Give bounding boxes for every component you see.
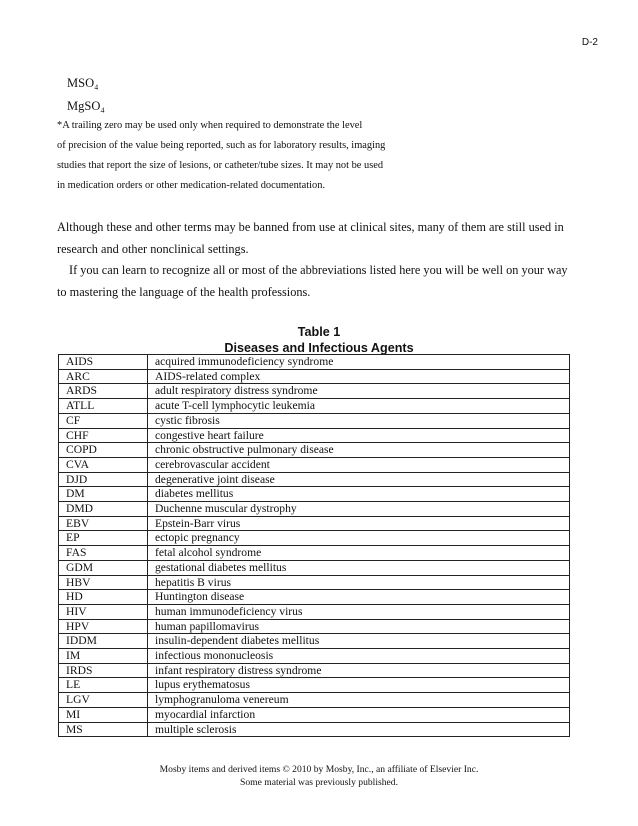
meaning-cell: hepatitis B virus: [148, 575, 570, 590]
trailing-zero-footnote: [57, 116, 527, 196]
abbreviation-cell: FAS: [59, 546, 148, 561]
table-row: [59, 443, 570, 458]
meaning-cell: adult respiratory distress syndrome: [148, 384, 570, 399]
meaning-cell: lupus erythematosus: [148, 678, 570, 693]
formula-mso4: MSO₄: [67, 76, 99, 90]
meaning-cell: congestive heart failure: [148, 428, 570, 443]
table-row: [59, 369, 570, 384]
abbreviation-cell: COPD: [59, 443, 148, 458]
meaning-cell: fetal alcohol syndrome: [148, 546, 570, 561]
table-row: [59, 546, 570, 561]
table-row: [59, 590, 570, 605]
abbreviation-cell: IM: [59, 649, 148, 664]
meaning-cell: cystic fibrosis: [148, 413, 570, 428]
abbreviation-cell: DM: [59, 487, 148, 502]
abbreviation-cell: MS: [59, 722, 148, 737]
table-row: [59, 693, 570, 708]
table-row: [59, 457, 570, 472]
meaning-cell: cerebrovascular accident: [148, 457, 570, 472]
meaning-cell: Duchenne muscular dystrophy: [148, 502, 570, 517]
paragraph-line: to mastering the language of the health professions.: [57, 284, 311, 299]
meaning-cell: human papillomavirus: [148, 619, 570, 634]
table-row: [59, 634, 570, 649]
table-row: [59, 619, 570, 634]
formula-mgso4: MgSO₄: [67, 99, 105, 113]
footnote-line: in medication orders or other medication-related documentation.: [57, 180, 326, 191]
meaning-cell: AIDS-related complex: [148, 369, 570, 384]
abbreviation-cell: GDM: [59, 560, 148, 575]
table-row: [59, 604, 570, 619]
table-row: [59, 707, 570, 722]
table-row: [59, 355, 570, 370]
meaning-cell: diabetes mellitus: [148, 487, 570, 502]
abbreviation-cell: EP: [59, 531, 148, 546]
meaning-cell: acquired immunodeficiency syndrome: [148, 355, 570, 370]
table-row: [59, 575, 570, 590]
meaning-cell: lymphogranuloma venereum: [148, 693, 570, 708]
abbreviation-cell: DJD: [59, 472, 148, 487]
abbreviation-cell: LGV: [59, 693, 148, 708]
page-number: D-2: [581, 37, 598, 48]
footnote-line: *A trailing zero may be used only when required to demonstrate the level: [57, 120, 363, 131]
table-row: [59, 384, 570, 399]
meaning-cell: infant respiratory distress syndrome: [148, 663, 570, 678]
footnote-line: studies that report the size of lesions, or catheter/tube sizes. It may not be used: [57, 160, 384, 171]
abbreviation-cell: DMD: [59, 502, 148, 517]
abbreviation-cell: CHF: [59, 428, 148, 443]
meaning-cell: acute T-cell lymphocytic leukemia: [148, 399, 570, 414]
table-row: [59, 413, 570, 428]
table-row: [59, 487, 570, 502]
meaning-cell: human immunodeficiency virus: [148, 604, 570, 619]
abbreviation-cell: HIV: [59, 604, 148, 619]
meaning-cell: insulin-dependent diabetes mellitus: [148, 634, 570, 649]
abbreviation-cell: AIDS: [59, 355, 148, 370]
table-row: [59, 428, 570, 443]
abbreviation-cell: HBV: [59, 575, 148, 590]
meaning-cell: infectious mononucleosis: [148, 649, 570, 664]
table-row: [59, 399, 570, 414]
meaning-cell: gestational diabetes mellitus: [148, 560, 570, 575]
abbreviation-cell: LE: [59, 678, 148, 693]
meaning-cell: ectopic pregnancy: [148, 531, 570, 546]
abbreviation-cell: CF: [59, 413, 148, 428]
table-row: [59, 649, 570, 664]
table-caption: [0, 324, 638, 356]
table-row: [59, 722, 570, 737]
meaning-cell: multiple sclerosis: [148, 722, 570, 737]
meaning-cell: chronic obstructive pulmonary disease: [148, 443, 570, 458]
abbreviation-cell: ARDS: [59, 384, 148, 399]
paragraph-line: If you can learn to recognize all or most of the abbreviations listed here you will be well on your way: [69, 263, 568, 277]
table-row: [59, 531, 570, 546]
paragraph-line: research and other nonclinical settings.: [57, 241, 249, 256]
copyright-line: Mosby items and derived items © 2010 by Mosby, Inc., an affiliate of Elsevier Inc.: [159, 764, 479, 775]
paragraph-line: Although these and other terms may be banned from use at clinical sites, many of them are still used in: [57, 220, 564, 234]
table-row: [59, 560, 570, 575]
intro-paragraph: [57, 217, 597, 260]
abbreviation-cell: IDDM: [59, 634, 148, 649]
abbreviation-cell: EBV: [59, 516, 148, 531]
table-row: [59, 502, 570, 517]
table-title: Diseases and Infectious Agents: [224, 341, 414, 355]
table-number: Table 1: [297, 325, 341, 339]
abbreviation-cell: ARC: [59, 369, 148, 384]
abbreviation-cell: MI: [59, 707, 148, 722]
abbreviations-table: [58, 354, 570, 737]
table-row: [59, 678, 570, 693]
meaning-cell: Huntington disease: [148, 590, 570, 605]
table-body: [59, 355, 570, 737]
abbreviation-cell: ATLL: [59, 399, 148, 414]
footnote-line: of precision of the value being reported, such as for laboratory results, imaging: [57, 140, 386, 151]
previously-published-line: Some material was previously published.: [239, 776, 398, 788]
meaning-cell: degenerative joint disease: [148, 472, 570, 487]
abbreviation-cell: IRDS: [59, 663, 148, 678]
abbreviation-cell: CVA: [59, 457, 148, 472]
table-row: [59, 663, 570, 678]
table-row: [59, 516, 570, 531]
meaning-cell: myocardial infarction: [148, 707, 570, 722]
table-row: [59, 472, 570, 487]
learning-paragraph: [57, 260, 597, 303]
copyright-footer: [0, 764, 638, 789]
meaning-cell: Epstein-Barr virus: [148, 516, 570, 531]
abbreviation-cell: HPV: [59, 619, 148, 634]
abbreviation-cell: HD: [59, 590, 148, 605]
